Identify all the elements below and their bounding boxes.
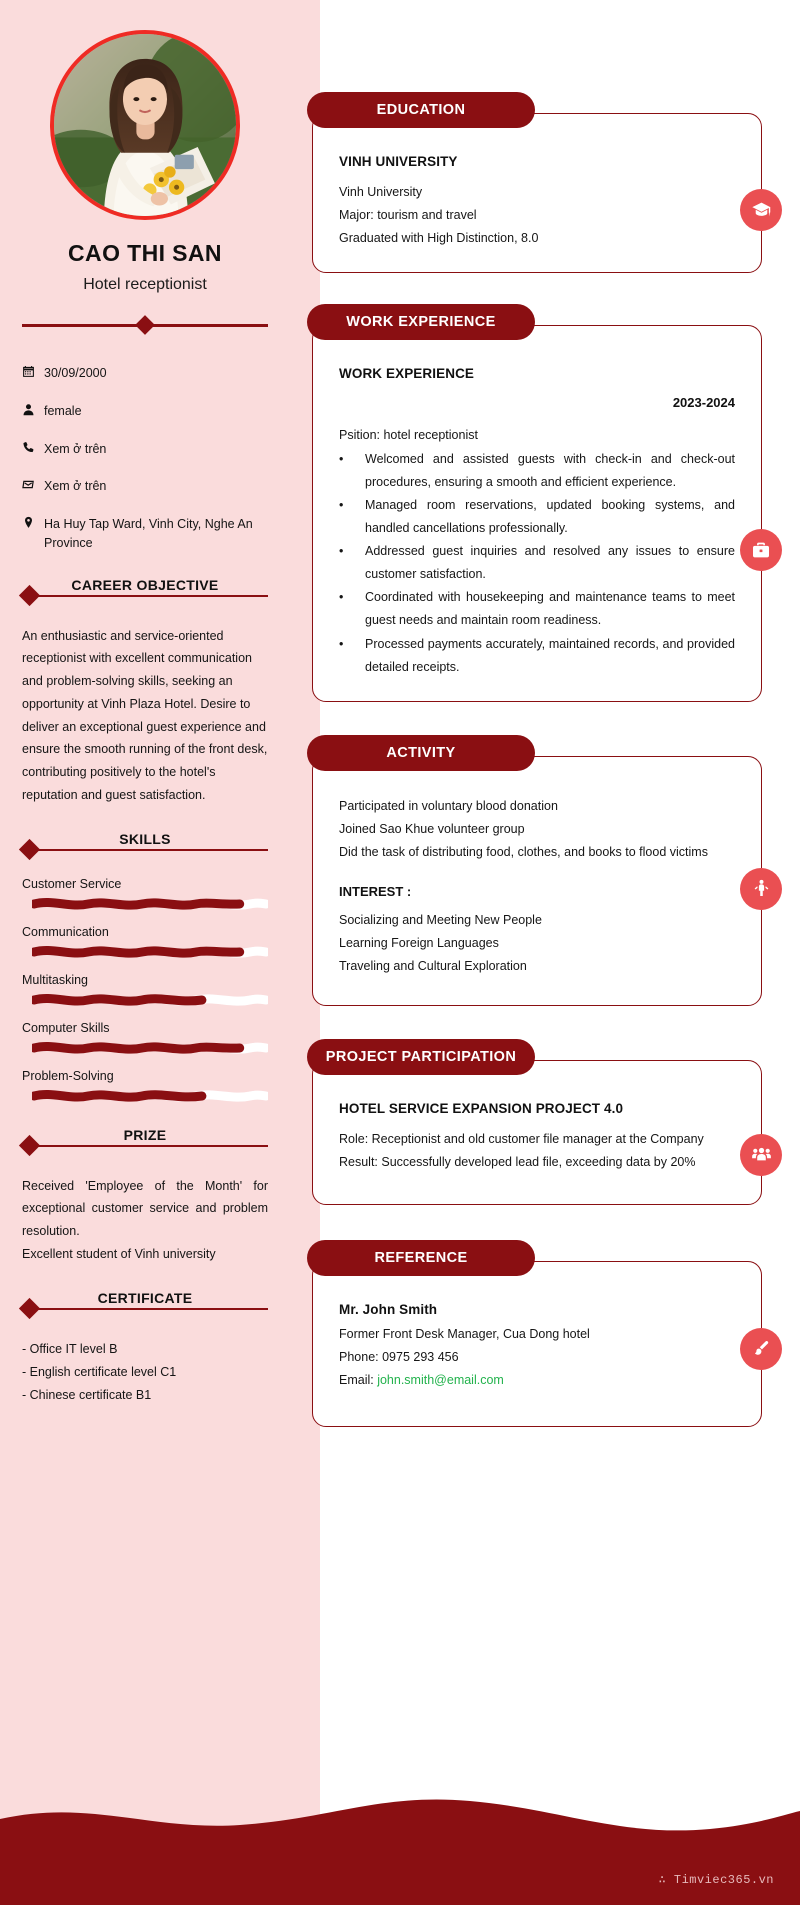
certificate-list — [22, 1338, 268, 1407]
person-icon — [22, 402, 44, 416]
bullet-text: Processed payments accurately, maintained records, and provided detailed receipts. — [365, 636, 735, 674]
section-title: CAREER OBJECTIVE — [71, 576, 219, 593]
activity-item: Did the task of distributing food, clothes, and books to flood victims — [339, 845, 708, 859]
reference-phone: Phone: 0975 293 456 — [339, 1349, 459, 1364]
skill-item — [22, 925, 268, 959]
skill-item — [22, 973, 268, 1007]
work-experience-bullet — [339, 540, 735, 586]
activity-section — [312, 744, 800, 1006]
contact-item-gender — [22, 402, 268, 421]
activity-body — [313, 757, 761, 1005]
skills-list — [22, 877, 268, 1103]
volunteer-person-icon — [740, 868, 782, 910]
prize-text-1: Received 'Employee of the Month' for exceptional customer service and problem resolution. — [22, 1178, 268, 1238]
bullet-dot: • — [339, 497, 344, 512]
activity-item: Joined Sao Khue volunteer group — [339, 821, 525, 836]
project-body — [313, 1061, 761, 1204]
section-header-career-objective — [22, 577, 268, 603]
skill-bar — [32, 895, 268, 911]
contact-value: Xem ở trên — [44, 441, 107, 456]
contact-item-address — [22, 515, 268, 553]
contact-value: 30/09/2000 — [44, 366, 107, 380]
graduation-cap-icon — [740, 189, 782, 231]
reference-email-label: Email: — [339, 1373, 378, 1387]
education-pill-title: EDUCATION — [307, 92, 535, 128]
reference-position: Former Front Desk Manager, Cua Dong hotel — [339, 1326, 590, 1341]
education-line: Graduated with High Distinction, 8.0 — [339, 231, 539, 246]
bullet-text: Managed room reservations, updated booking systems, and handled cancellations professionally. — [365, 497, 735, 535]
skill-bar — [32, 943, 268, 959]
reference-email-value[interactable]: john.smith@email.com — [377, 1373, 504, 1387]
contact-item-email — [22, 477, 268, 496]
work-experience-bullet — [339, 586, 735, 632]
left-content — [0, 0, 290, 1407]
right-column — [312, 0, 800, 1427]
contact-value: Ha Huy Tap Ward, Vinh City, Nghe An Province — [44, 517, 253, 550]
section-title: PRIZE — [123, 1126, 167, 1143]
skill-item — [22, 1069, 268, 1103]
header-divider — [22, 318, 268, 332]
skill-label: Communication — [22, 924, 109, 939]
skill-label: Problem-Solving — [22, 1068, 114, 1083]
bullet-dot: • — [339, 544, 344, 558]
work-experience-bullet — [339, 633, 735, 679]
section-rule — [29, 1308, 268, 1310]
footer-wave — [0, 1785, 800, 1905]
footer-watermark: ∴ Timviec365.vn — [658, 1873, 774, 1887]
education-line: Major: tourism and travel — [339, 208, 477, 223]
bullet-dot: • — [339, 636, 344, 651]
skill-bar — [32, 1087, 268, 1103]
contact-item-phone — [22, 440, 268, 459]
reference-section — [312, 1249, 800, 1427]
skill-label: Multitasking — [22, 972, 88, 987]
contact-value: female — [44, 403, 82, 418]
work-experience-pill-title: WORK EXPERIENCE — [307, 304, 535, 340]
bullet-text: Welcomed and assisted guests with check-in and check-out procedures, ensuring a smooth and efficient experience. — [365, 451, 735, 489]
people-group-icon — [740, 1134, 782, 1176]
contact-value: Xem ở trên — [44, 479, 107, 494]
interest-heading: INTEREST : — [339, 884, 412, 900]
interest-item: Traveling and Cultural Exploration — [339, 959, 527, 974]
project-role: Role: Receptionist and old customer file manager at the Company — [339, 1131, 704, 1146]
envelope-icon — [22, 477, 44, 491]
contact-item-birthdate — [22, 364, 268, 383]
bullet-text: Addressed guest inquiries and resolved any issues to ensure customer satisfaction. — [365, 544, 735, 582]
work-experience-years: 2023-2024 — [672, 395, 735, 411]
bullet-text: Coordinated with housekeeping and maintenance teams to meet guest needs and maintain room readiness. — [365, 590, 735, 628]
section-title: CERTIFICATE — [97, 1289, 193, 1306]
section-rule — [29, 849, 268, 851]
section-header-skills — [22, 831, 268, 857]
reference-pill-title: REFERENCE — [307, 1240, 535, 1276]
activity-item: Participated in voluntary blood donation — [339, 798, 558, 813]
paint-brush-icon — [740, 1328, 782, 1370]
section-header-certificate — [22, 1290, 268, 1316]
profile-job-title: Hotel receptionist — [83, 276, 207, 293]
interest-item: Learning Foreign Languages — [339, 936, 499, 951]
contact-list — [22, 364, 268, 553]
work-experience-card — [312, 314, 762, 701]
project-pill-title: PROJECT PARTICIPATION — [307, 1039, 535, 1075]
profile-name: CAO THI SAN — [68, 240, 222, 266]
work-experience-position: Psition: hotel receptionist — [339, 428, 478, 443]
section-title: SKILLS — [119, 830, 171, 847]
project-section — [312, 1048, 800, 1205]
skill-item — [22, 877, 268, 911]
work-experience-section — [312, 314, 800, 701]
activity-pill-title: ACTIVITY — [307, 735, 535, 771]
reference-body — [313, 1262, 761, 1426]
divider-diamond — [135, 315, 155, 335]
education-entry-title: VINH UNIVERSITY — [339, 154, 458, 169]
skill-bar — [32, 1039, 268, 1055]
section-rule — [29, 1145, 268, 1147]
skill-label: Customer Service — [22, 876, 122, 891]
portrait-photo — [54, 34, 236, 216]
location-pin-icon — [22, 515, 44, 529]
reference-email-row — [339, 1369, 735, 1392]
bullet-dot: • — [339, 451, 344, 466]
education-card — [312, 102, 762, 273]
interest-item: Socializing and Meeting New People — [339, 913, 542, 928]
work-experience-body — [313, 326, 761, 700]
certificate-item: - English certificate level C1 — [22, 1364, 177, 1379]
project-entry-title: HOTEL SERVICE EXPANSION PROJECT 4.0 — [339, 1100, 624, 1116]
project-card — [312, 1048, 762, 1205]
prize-text-2: Excellent student of Vinh university — [22, 1246, 216, 1261]
reference-name: Mr. John Smith — [339, 1301, 438, 1317]
certificate-item: - Chinese certificate B1 — [22, 1387, 152, 1402]
work-experience-entry-title: WORK EXPERIENCE — [339, 366, 475, 382]
skill-label: Computer Skills — [22, 1020, 110, 1035]
activity-card — [312, 744, 762, 1006]
reference-card — [312, 1249, 762, 1427]
calendar-icon — [22, 364, 44, 378]
education-body — [313, 114, 761, 272]
section-rule — [29, 595, 268, 597]
work-experience-bullet — [339, 448, 735, 494]
bullet-dot: • — [339, 590, 344, 605]
phone-icon — [22, 440, 44, 454]
work-experience-bullet — [339, 494, 735, 540]
certificate-item: - Office IT level B — [22, 1341, 118, 1356]
skill-item — [22, 1021, 268, 1055]
avatar — [50, 30, 240, 220]
project-result: Result: Successfully developed lead file, exceeding data by 20% — [339, 1154, 696, 1169]
career-objective-text: An enthusiastic and service-oriented receptionist with excellent communication and problem-solving skills, seeking an opportunity at Vinh Plaza Hotel. Desire to deliver an exceptional guest experience and ensure the smooth running of the front desk, contributing positively to the hotel's reputation and guest satisfaction. — [22, 628, 268, 802]
education-section — [312, 102, 800, 273]
section-header-prize — [22, 1127, 268, 1153]
skill-bar — [32, 991, 268, 1007]
briefcase-icon — [740, 529, 782, 571]
education-line: Vinh University — [339, 185, 423, 199]
